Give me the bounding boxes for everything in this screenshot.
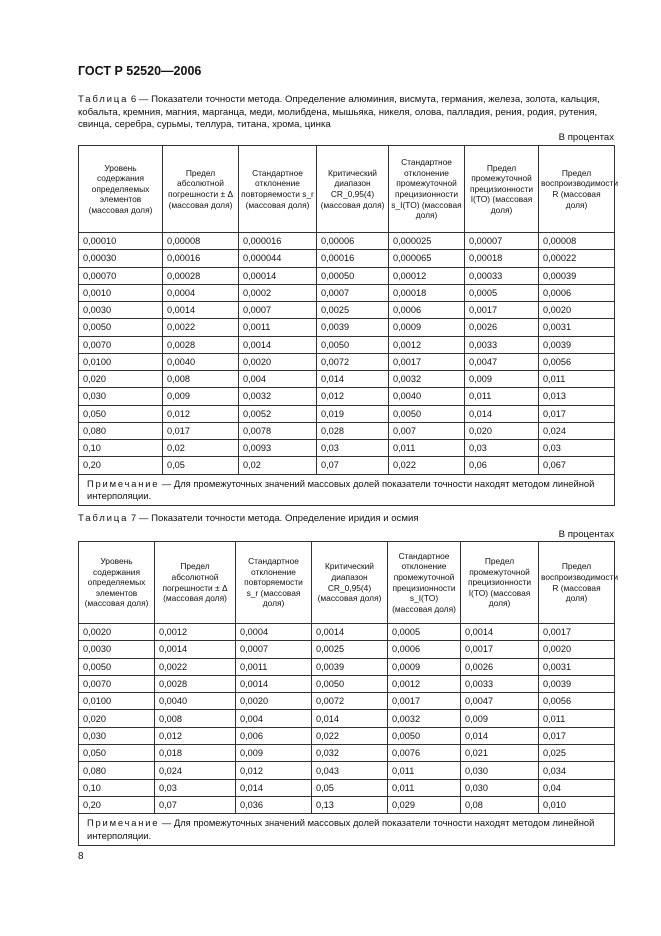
table-cell: 0,0007 [239,302,317,319]
table-cell: 0,050 [79,745,155,762]
table-cell: 0,0028 [155,675,236,692]
table-row [79,250,615,267]
table-cell: 0,067 [539,457,615,474]
table-cell: 0,032 [312,745,388,762]
column-header: Стандартное отклонение промежуточной прецизионности s_I(TO) (массовая доля) [389,146,465,233]
table-row [79,658,615,675]
table-cell: 0,0017 [461,641,539,658]
table-cell: 0,009 [163,388,239,405]
table-7-units: В процентах [558,529,614,540]
table-row [79,710,615,727]
table-row [79,353,615,370]
table-cell: 0,03 [317,440,389,457]
table-cell: 0,0070 [79,336,163,353]
table-row [79,336,615,353]
table-cell: 0,0006 [389,302,465,319]
page-number: 8 [78,851,84,862]
table-7-note-text: — Для промежуточных значений массовых долей показатели точности находят методом линейной интерполяции. [87,817,595,841]
table-cell: 0,021 [461,745,539,762]
table-cell: 0,029 [388,796,461,813]
table-cell: 0,0011 [236,658,312,675]
table-cell: 0,0014 [312,624,388,641]
table-row [79,319,615,336]
table-cell: 0,0047 [461,693,539,710]
table-row [79,727,615,744]
column-header: Стандартное отклонение повторяемости s_r (массовая доля) [239,146,317,233]
table-cell: 0,022 [389,457,465,474]
table-cell: 0,10 [79,440,163,457]
table-6-units: В процентах [558,132,614,143]
table-cell: 0,00028 [163,267,239,284]
table-cell: 0,008 [163,371,239,388]
document-header: ГОСТ Р 52520—2006 [78,64,202,78]
table-cell: 0,00008 [163,233,239,250]
table-cell: 0,050 [79,405,163,422]
table-cell: 0,0022 [163,319,239,336]
table-cell: 0,009 [236,745,312,762]
column-header: Предел воспроизводимости R (массовая доля) [539,146,615,233]
table-cell: 0,0005 [388,624,461,641]
table-cell: 0,017 [539,405,615,422]
table-row [79,422,615,439]
table-cell: 0,20 [79,796,155,813]
table-row [79,371,615,388]
table-cell: 0,013 [539,388,615,405]
table-cell: 0,0020 [239,353,317,370]
table-7-caption-text: 7 — Показатели точности метода. Определение иридия и осмия [128,513,419,524]
table-cell: 0,02 [239,457,317,474]
table-cell: 0,0006 [539,284,615,301]
table-cell: 0,00033 [465,267,539,284]
table-cell: 0,06 [465,457,539,474]
table-6-caption [78,94,614,132]
table-cell: 0,004 [236,710,312,727]
table-cell: 0,0014 [239,336,317,353]
table-cell: 0,0012 [155,624,236,641]
table-cell: 0,0050 [79,658,155,675]
table-7 [78,541,619,846]
table-cell: 0,08 [461,796,539,813]
table-cell: 0,014 [317,371,389,388]
table-cell: 0,006 [236,727,312,744]
table-6-header-row [79,146,615,233]
table-cell: 0,012 [236,762,312,779]
table-cell: 0,011 [539,710,615,727]
table-cell: 0,034 [539,762,615,779]
table-cell: 0,0005 [465,284,539,301]
table-cell: 0,00018 [389,284,465,301]
table-cell: 0,014 [312,710,388,727]
table-cell: 0,20 [79,457,163,474]
table-cell: 0,025 [539,745,615,762]
table-cell: 0,00012 [389,267,465,284]
table-cell: 0,022 [312,727,388,744]
table-cell: 0,000016 [239,233,317,250]
table-row [79,388,615,405]
table-7-note-label: Примечание [87,817,160,829]
table-row [79,457,615,474]
table-cell: 0,02 [163,440,239,457]
column-header: Критический диапазон CR_0,95(4) (массовая доля) [317,146,389,233]
table-cell: 0,011 [388,779,461,796]
table-cell: 0,0100 [79,693,155,710]
table-row [79,745,615,762]
table-cell: 0,0039 [312,658,388,675]
table-cell: 0,0040 [389,388,465,405]
table-cell: 0,0031 [539,658,615,675]
table-cell: 0,0017 [539,624,615,641]
table-cell: 0,0078 [239,422,317,439]
table-row [79,624,615,641]
table-6-note-text: — Для промежуточных значений массовых долей показатели точности находят методом линейной интерполяции. [87,477,595,501]
table-cell: 0,05 [163,457,239,474]
table-cell: 0,012 [163,405,239,422]
table-cell: 0,0056 [539,353,615,370]
table-7-caption-label: Таблица [78,513,129,524]
table-cell: 0,0052 [239,405,317,422]
table-row [79,284,615,301]
table-cell: 0,000025 [389,233,465,250]
table-cell: 0,020 [79,710,155,727]
table-cell: 0,012 [155,727,236,744]
table-cell: 0,00006 [317,233,389,250]
table-cell: 0,07 [155,796,236,813]
table-cell: 0,0025 [312,641,388,658]
table-cell: 0,030 [79,727,155,744]
table-cell: 0,0033 [465,336,539,353]
table-6-caption-label: Таблица [78,94,129,105]
table-row [79,779,615,796]
table-cell: 0,0009 [389,319,465,336]
table-cell: 0,024 [539,422,615,439]
column-header: Предел воспроизводимости R (массовая доля) [539,542,615,624]
table-cell: 0,010 [539,796,615,813]
table-cell: 0,0007 [236,641,312,658]
table-row [79,675,615,692]
table-cell: 0,10 [79,779,155,796]
table-cell: 0,0014 [155,641,236,658]
table-cell: 0,0040 [155,693,236,710]
table-cell: 0,00050 [317,267,389,284]
table-cell: 0,007 [389,422,465,439]
table-row [79,641,615,658]
table-cell: 0,00030 [79,250,163,267]
table-cell: 0,0006 [388,641,461,658]
table-cell: 0,0033 [461,675,539,692]
table-cell: 0,0056 [539,693,615,710]
table-cell: 0,0017 [389,353,465,370]
table-cell: 0,04 [539,779,615,796]
table-cell: 0,0093 [239,440,317,457]
table-cell: 0,0012 [389,336,465,353]
table-cell: 0,030 [79,388,163,405]
column-header: Предел промежуточной прецизионности I(TO) (массовая доля) [461,542,539,624]
table-cell: 0,00070 [79,267,163,284]
table-cell: 0,00010 [79,233,163,250]
table-row [79,762,615,779]
table-cell: 0,00007 [465,233,539,250]
table-cell: 0,028 [317,422,389,439]
table-cell: 0,036 [236,796,312,813]
table-cell: 0,014 [461,727,539,744]
table-cell: 0,00039 [539,267,615,284]
table-cell: 0,008 [155,710,236,727]
table-cell: 0,0017 [465,302,539,319]
table-cell: 0,0039 [539,336,615,353]
table-cell: 0,020 [465,422,539,439]
table-cell: 0,05 [312,779,388,796]
table-cell: 0,0032 [239,388,317,405]
table-6-body [79,233,615,475]
table-cell: 0,0050 [317,336,389,353]
table-cell: 0,0012 [388,675,461,692]
table-cell: 0,020 [79,371,163,388]
table-7-body [79,624,615,814]
column-header: Предел абсолютной погрешности ± Δ (массовая доля) [155,542,236,624]
table-cell: 0,080 [79,762,155,779]
table-row [79,267,615,284]
table-cell: 0,004 [239,371,317,388]
table-row [79,302,615,319]
table-cell: 0,011 [465,388,539,405]
table-cell: 0,014 [236,779,312,796]
table-cell: 0,080 [79,422,163,439]
table-cell: 0,011 [388,762,461,779]
table-cell: 0,0011 [239,319,317,336]
table-cell: 0,030 [461,779,539,796]
table-cell: 0,0026 [465,319,539,336]
column-header: Уровень содержания определяемых элементов (массовая доля) [79,542,155,624]
table-row [79,233,615,250]
column-header: Уровень содержания определяемых элементов (массовая доля) [79,146,163,233]
table-cell: 0,024 [155,762,236,779]
table-6 [78,145,619,506]
column-header: Стандартное отклонение повторяемости s_r (массовая доля) [236,542,312,624]
table-cell: 0,03 [539,440,615,457]
table-cell: 0,0030 [79,302,163,319]
table-cell: 0,0039 [317,319,389,336]
table-7-note [79,814,615,846]
table-cell: 0,0020 [236,693,312,710]
table-cell: 0,011 [539,371,615,388]
table-cell: 0,0039 [539,675,615,692]
table-6-note-label: Примечание [87,477,160,489]
column-header: Критический диапазон CR_0,95(4) (массовая доля) [312,542,388,624]
table-cell: 0,0072 [317,353,389,370]
table-cell: 0,0050 [79,319,163,336]
table-cell: 0,011 [389,440,465,457]
table-cell: 0,0022 [155,658,236,675]
table-cell: 0,000044 [239,250,317,267]
table-cell: 0,0047 [465,353,539,370]
table-cell: 0,00022 [539,250,615,267]
table-6-caption-text: 6 — Показатели точности метода. Определение алюминия, висмута, германия, железа, золота, кальция, кобальта, кремния, магния, марганца, меди, молибдена, мышьяка, никеля, олова, палладия, рения, родия, рутения, свинца, серебра, сурьмы, теллура, титана, хрома, цинка [78,94,600,131]
table-cell: 0,0031 [539,319,615,336]
table-cell: 0,0072 [312,693,388,710]
column-header: Предел абсолютной погрешности ± Δ (массовая доля) [163,146,239,233]
table-cell: 0,009 [461,710,539,727]
table-cell: 0,0040 [163,353,239,370]
table-cell: 0,0014 [461,624,539,641]
table-row [79,440,615,457]
table-cell: 0,0017 [388,693,461,710]
table-cell: 0,03 [155,779,236,796]
table-7-header-row [79,542,615,624]
table-row [79,796,615,813]
table-cell: 0,018 [155,745,236,762]
table-cell: 0,0030 [79,641,155,658]
table-cell: 0,017 [539,727,615,744]
table-row [79,693,615,710]
table-7-caption [78,513,614,526]
table-cell: 0,0014 [163,302,239,319]
table-cell: 0,0050 [388,727,461,744]
table-cell: 0,0100 [79,353,163,370]
table-cell: 0,03 [465,440,539,457]
table-cell: 0,13 [312,796,388,813]
column-header: Предел промежуточной прецизионности I(TO) (массовая доля) [465,146,539,233]
table-cell: 0,0026 [461,658,539,675]
table-6-note [79,474,615,506]
table-cell: 0,017 [163,422,239,439]
table-cell: 0,0007 [317,284,389,301]
column-header: Стандартное отклонение промежуточной прецизионности s_I(TO) (массовая доля) [388,542,461,624]
table-cell: 0,07 [317,457,389,474]
table-cell: 0,0050 [312,675,388,692]
table-cell: 0,00016 [317,250,389,267]
table-cell: 0,0032 [388,710,461,727]
table-cell: 0,000065 [389,250,465,267]
table-cell: 0,00014 [239,267,317,284]
table-cell: 0,012 [317,388,389,405]
table-cell: 0,00016 [163,250,239,267]
table-cell: 0,0070 [79,675,155,692]
table-row [79,405,615,422]
table-cell: 0,0020 [79,624,155,641]
table-cell: 0,0002 [239,284,317,301]
table-cell: 0,030 [461,762,539,779]
table-cell: 0,0028 [163,336,239,353]
table-cell: 0,019 [317,405,389,422]
table-cell: 0,0020 [539,641,615,658]
table-cell: 0,009 [465,371,539,388]
table-cell: 0,0009 [388,658,461,675]
table-cell: 0,0025 [317,302,389,319]
table-cell: 0,0010 [79,284,163,301]
table-cell: 0,0050 [389,405,465,422]
table-cell: 0,043 [312,762,388,779]
table-cell: 0,0004 [163,284,239,301]
table-cell: 0,0032 [389,371,465,388]
table-cell: 0,00008 [539,233,615,250]
table-cell: 0,0004 [236,624,312,641]
table-cell: 0,0020 [539,302,615,319]
table-cell: 0,0014 [236,675,312,692]
table-cell: 0,014 [465,405,539,422]
table-cell: 0,00018 [465,250,539,267]
table-cell: 0,0076 [388,745,461,762]
